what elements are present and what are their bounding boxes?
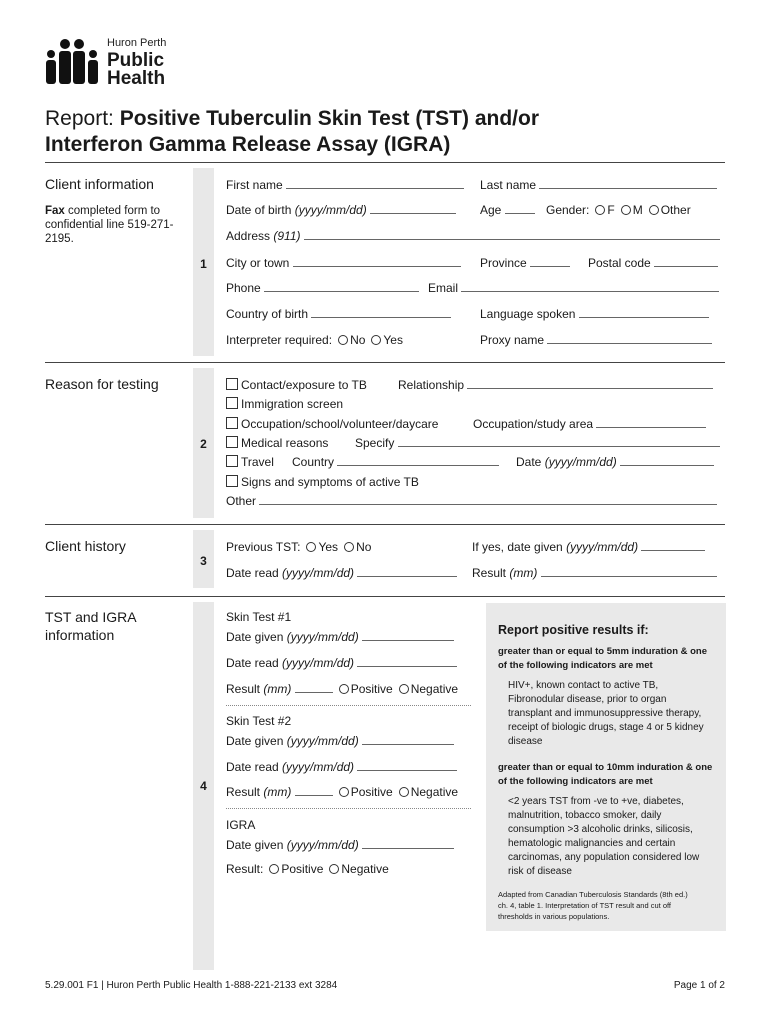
title-bold-1: Positive Tuberculin Skin Test (TST) and/or bbox=[119, 107, 539, 130]
radio-positive[interactable] bbox=[339, 787, 349, 797]
phone-field[interactable]: Phone bbox=[226, 281, 419, 295]
footer-info: 5.29.001 F1 | Huron Perth Public Health 1-888-221-2133 ext 3284 bbox=[45, 980, 338, 991]
radio-f[interactable] bbox=[595, 205, 605, 215]
radio-positive[interactable] bbox=[339, 684, 349, 694]
section-number: 3 bbox=[200, 554, 207, 568]
criteria-1-text: HIV+, known contact to active TB, Fibronodular disease, prior to organ transplant and immunosuppressive therapy, receipt of biologic drugs, stage 4 or 5 kidney disease bbox=[508, 680, 704, 747]
section-divider bbox=[45, 362, 725, 363]
radio-yes[interactable] bbox=[306, 542, 316, 552]
section-title: Client information bbox=[45, 176, 154, 192]
postal-field[interactable]: Postal code bbox=[588, 256, 718, 270]
criteria-2-heading: greater than or equal to 10mm induration & one of the following indicators are met bbox=[498, 762, 713, 787]
occupation-checkbox[interactable]: Occupation/school/volunteer/daycare bbox=[226, 417, 438, 431]
radio-m[interactable] bbox=[621, 205, 631, 215]
history-result-field[interactable]: Result (mm) bbox=[472, 566, 717, 580]
skin2-date-given-field[interactable]: Date given (yyyy/mm/dd) bbox=[226, 734, 454, 748]
proxy-field[interactable]: Proxy name bbox=[480, 333, 712, 347]
section-divider bbox=[45, 596, 725, 597]
language-field[interactable]: Language spoken bbox=[480, 307, 709, 321]
address-field[interactable]: Address (911) bbox=[226, 229, 720, 243]
province-field[interactable]: Province bbox=[480, 256, 570, 270]
travel-checkbox[interactable]: Travel bbox=[226, 455, 274, 469]
radio-no[interactable] bbox=[338, 335, 348, 345]
email-field[interactable]: Email bbox=[428, 281, 719, 295]
section-number: 1 bbox=[200, 257, 207, 271]
people-logo-icon bbox=[44, 36, 104, 86]
criteria-1-heading: greater than or equal to 5mm induration & one of the following indicators are met bbox=[498, 646, 708, 671]
section-number: 2 bbox=[200, 437, 207, 451]
city-field[interactable]: City or town bbox=[226, 256, 461, 270]
specify-field[interactable]: Specify bbox=[355, 436, 720, 450]
other-field[interactable]: Other bbox=[226, 494, 717, 508]
skin-test-1-label: Skin Test #1 bbox=[226, 610, 292, 624]
skin1-date-read-field[interactable]: Date read (yyyy/mm/dd) bbox=[226, 656, 457, 670]
skin2-result-field[interactable]: Result (mm) Positive Negative bbox=[226, 785, 459, 799]
criteria-source: Adapted from Canadian Tuberculosis Standards (8th ed.) ch. 4, table 1. Interpretation of TST result and cut off thresholds in various populations. bbox=[498, 890, 688, 921]
prev-tst-options[interactable]: Previous TST: Yes No bbox=[226, 540, 372, 554]
section-title: Reason for testing bbox=[45, 376, 159, 392]
contact-checkbox[interactable]: Contact/exposure to TB bbox=[226, 378, 367, 392]
section-divider bbox=[45, 162, 725, 163]
country-birth-field[interactable]: Country of birth bbox=[226, 307, 451, 321]
travel-date-field[interactable]: Date (yyyy/mm/dd) bbox=[516, 455, 714, 469]
symptoms-checkbox[interactable]: Signs and symptoms of active TB bbox=[226, 475, 419, 489]
last-name-field[interactable]: Last name bbox=[480, 178, 717, 192]
first-name-field[interactable]: First name bbox=[226, 178, 464, 192]
relationship-field[interactable]: Relationship bbox=[398, 378, 713, 392]
if-yes-date-field[interactable]: If yes, date given (yyyy/mm/dd) bbox=[472, 540, 705, 554]
logo-health-text: Health bbox=[107, 68, 166, 89]
interpreter-options[interactable]: Interpreter required: No Yes bbox=[226, 333, 403, 347]
country-field[interactable]: Country bbox=[292, 455, 499, 469]
title-prefix: Report: bbox=[45, 107, 114, 130]
criteria-box bbox=[486, 603, 726, 931]
page-title-line2: Interferon Gamma Release Assay (IGRA) bbox=[45, 133, 451, 156]
section-number: 4 bbox=[200, 779, 207, 793]
gender-options[interactable]: Gender: F M Other bbox=[546, 203, 691, 217]
page-number: Page 1 of 2 bbox=[673, 980, 725, 991]
radio-other[interactable] bbox=[649, 205, 659, 215]
age-field[interactable]: Age bbox=[480, 203, 535, 217]
logo-public-text: Public bbox=[107, 50, 165, 71]
igra-label: IGRA bbox=[226, 818, 256, 832]
fax-note: Fax completed form to confidential line 519-271-2195. bbox=[45, 205, 174, 245]
dotted-separator bbox=[226, 808, 471, 809]
radio-negative[interactable] bbox=[399, 684, 409, 694]
radio-negative[interactable] bbox=[399, 787, 409, 797]
history-date-read-field[interactable]: Date read (yyyy/mm/dd) bbox=[226, 566, 457, 580]
occ-area-field[interactable]: Occupation/study area bbox=[473, 417, 706, 431]
radio-negative[interactable] bbox=[329, 864, 339, 874]
skin1-result-field[interactable]: Result (mm) Positive Negative bbox=[226, 682, 459, 696]
section-divider bbox=[45, 524, 725, 525]
skin1-date-given-field[interactable]: Date given (yyyy/mm/dd) bbox=[226, 630, 454, 644]
immigration-checkbox[interactable]: Immigration screen bbox=[226, 397, 343, 411]
skin-test-2-label: Skin Test #2 bbox=[226, 714, 292, 728]
radio-no[interactable] bbox=[344, 542, 354, 552]
page-title-line1 bbox=[45, 106, 539, 132]
criteria-heading: Report positive results if: bbox=[498, 623, 649, 637]
dob-field[interactable]: Date of birth (yyyy/mm/dd) bbox=[226, 203, 456, 217]
radio-positive[interactable] bbox=[269, 864, 279, 874]
logo-small-text: Huron Perth bbox=[107, 37, 167, 49]
section-title: TST and IGRA information bbox=[45, 609, 136, 643]
section-title: Client history bbox=[45, 538, 126, 554]
dotted-separator bbox=[226, 705, 471, 706]
radio-yes[interactable] bbox=[371, 335, 381, 345]
igra-date-given-field[interactable]: Date given (yyyy/mm/dd) bbox=[226, 838, 454, 852]
medical-checkbox[interactable]: Medical reasons bbox=[226, 436, 328, 450]
skin2-date-read-field[interactable]: Date read (yyyy/mm/dd) bbox=[226, 760, 457, 774]
igra-result-options[interactable]: Result: Positive Negative bbox=[226, 862, 389, 876]
criteria-2-text: <2 years TST from -ve to +ve, diabetes, malnutrition, tobacco smoker, daily consumption >3 alcoholic drinks, silicosis, hematologic malignancies and certain carcinomas, any population considered low risk of disease bbox=[508, 796, 700, 877]
